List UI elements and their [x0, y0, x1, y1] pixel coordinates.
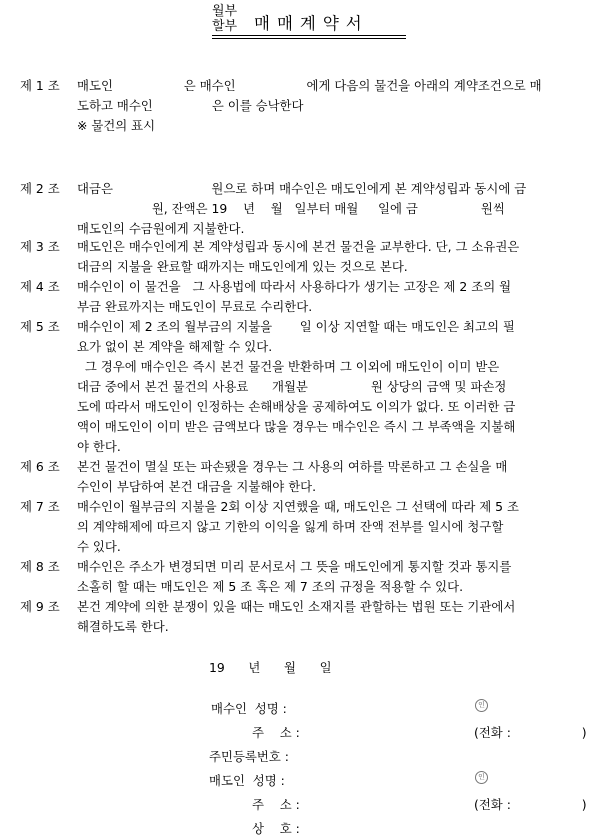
article-line: 본건 물건이 멸실 또는 파손됐을 경우는 그 사용의 여하를 막론하고 그 손실을 매 — [77, 459, 508, 474]
article-line: 도하고 매수인 은 이를 승낙한다 — [77, 98, 304, 113]
seller-phone: (전화 : ) — [474, 797, 587, 812]
seller-seal-icon: 인 — [475, 771, 488, 784]
article-line: 매도인은 매수인에게 본 계약성립과 동시에 본건 물건을 교부한다. 단, 그 소유권은 — [77, 239, 520, 254]
article-line: 요가 없이 본 계약을 해제할 수 있다. — [77, 339, 273, 354]
article-label: 제 7 조 — [20, 499, 60, 514]
type-monthly: 월부 — [212, 4, 238, 19]
article-line: 매도인의 수금원에게 지불한다. — [77, 221, 245, 236]
article-line: 그 경우에 매수인은 즉시 본건 물건을 반환하며 그 이외에 매도인이 이미 받은 — [77, 359, 500, 374]
document-title — [205, 4, 405, 38]
article-line: 액이 매도인이 이미 받은 금액보다 많을 경우는 매수인은 즉시 그 부족액을 지불해 — [77, 419, 516, 434]
title-underline-2 — [212, 38, 406, 39]
date-line: 19 년 월 일 — [209, 660, 332, 675]
article-label: 제 1 조 — [20, 78, 60, 93]
company-name-label: 상 호 : — [252, 821, 300, 836]
article-line: 매수인이 월부금의 지불을 2회 이상 지연했을 때, 매도인은 그 선택에 따라 제 5 조 — [77, 499, 519, 514]
article-line: 수인이 부담하여 본건 대금을 지불해야 한다. — [77, 479, 317, 494]
seller-name-label: 매도인 성명 : — [209, 773, 285, 788]
article-label: 제 6 조 — [20, 459, 60, 474]
article-line: 매수인이 제 2 조의 월부금의 지불을 일 이상 지연할 때는 매도인은 최고의 필 — [77, 319, 515, 334]
article-line: 야 한다. — [77, 439, 121, 454]
article-label: 제 2 조 — [20, 181, 60, 196]
article-line: 매도인 은 매수인 에게 다음의 물건을 아래의 계약조건으로 매 — [77, 78, 542, 93]
article-line: 매수인은 주소가 변경되면 미리 문서로서 그 뜻을 매도인에게 통지할 것과 통지를 — [77, 559, 512, 574]
article-line: 의 계약해제에 따르지 않고 기한의 이익을 잃게 하며 잔액 전부를 일시에 청구할 — [77, 519, 504, 534]
article-label: 제 5 조 — [20, 319, 60, 334]
article-line: ※ 물건의 표시 — [77, 118, 156, 133]
article-line: 본건 계약에 의한 분쟁이 있을 때는 매도인 소재지를 관할하는 법원 또는 기관에서 — [77, 599, 516, 614]
article-line: 부금 완료까지는 매도인이 무료로 수리한다. — [77, 299, 313, 314]
article-label: 제 9 조 — [20, 599, 60, 614]
article-line: 원, 잔액은 19 년 월 일부터 매월 일에 금 원씩 — [77, 201, 505, 216]
title-text: 매매계약서 — [254, 14, 369, 33]
article-label: 제 3 조 — [20, 239, 60, 254]
buyer-phone: (전화 : ) — [474, 725, 587, 740]
article-line: 수 있다. — [77, 539, 121, 554]
article-label: 제 4 조 — [20, 279, 60, 294]
article-line: 소홀히 할 때는 매도인은 제 5 조 혹은 제 7 조의 규정을 적용할 수 있다. — [77, 579, 464, 594]
resident-number-label: 주민등록번호 : — [209, 749, 289, 764]
buyer-address-label: 주 소 : — [252, 725, 300, 740]
article-line: 해결하도록 한다. — [77, 619, 169, 634]
article-line: 대금 중에서 본건 물건의 사용료 개월분 원 상당의 금액 및 파손정 — [77, 379, 507, 394]
article-label: 제 8 조 — [20, 559, 60, 574]
buyer-seal-icon: 인 — [475, 699, 488, 712]
title-underline-1 — [212, 35, 406, 36]
type-installment: 할부 — [212, 19, 238, 34]
seller-address-label: 주 소 : — [252, 797, 300, 812]
article-line: 대금의 지불을 완료할 때까지는 매도인에게 있는 것으로 본다. — [77, 259, 408, 274]
article-line: 도에 따라서 매도인이 인정하는 손해배상을 공제하여도 이의가 없다. 또 이러한 금 — [77, 399, 516, 414]
buyer-name-label: 매수인 성명 : — [211, 701, 287, 716]
article-line: 대금은 원으로 하며 매수인은 매도인에게 본 계약성립과 동시에 금 — [77, 181, 527, 196]
article-line: 매수인이 이 물건을 그 사용법에 따라서 사용하다가 생기는 고장은 제 2 조의 월 — [77, 279, 512, 294]
contract-type-options — [212, 4, 237, 34]
